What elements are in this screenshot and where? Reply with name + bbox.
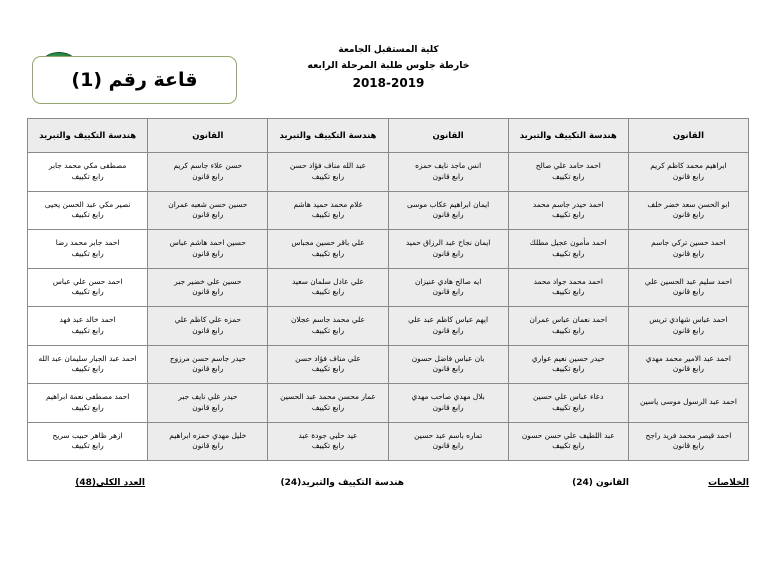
- student-cell: [148, 153, 268, 192]
- student-cell: [28, 268, 148, 307]
- student-name: ابراهيم محمد كاظم كريم: [650, 161, 727, 171]
- student-cell: [28, 384, 148, 423]
- student-stage: رابع تكييف: [71, 325, 104, 335]
- student-cell: [148, 191, 268, 230]
- student-cell: [508, 307, 628, 346]
- student-stage: رابع تكييف: [311, 248, 345, 258]
- student-cell: [628, 345, 748, 384]
- student-stage: رابع تكييف: [311, 287, 345, 297]
- student-stage: رابع تكييف: [552, 325, 585, 335]
- student-name: مصطفى مكي محمد جابر: [48, 161, 127, 171]
- student-stage: رابع تكييف: [311, 210, 345, 220]
- student-cell: [268, 268, 388, 307]
- student-name: احمد حسن علي عباس: [52, 276, 123, 286]
- student-cell: [28, 307, 148, 346]
- student-cell: [508, 191, 628, 230]
- student-name: ايمان نجاح عبد الرزاق حميد: [405, 238, 491, 248]
- student-cell: [508, 268, 628, 307]
- hall-number-label: قاعة رقم (1): [71, 68, 198, 91]
- student-cell: [28, 153, 148, 192]
- student-stage: رابع تكييف: [71, 441, 104, 451]
- student-stage: رابع قانون: [672, 364, 704, 374]
- student-stage: رابع قانون: [432, 248, 464, 258]
- student-name: ايهم عباس كاظم عبد علي: [408, 315, 489, 325]
- table-row: [28, 230, 749, 269]
- student-cell: [628, 422, 748, 461]
- student-stage: رابع تكييف: [71, 287, 104, 297]
- student-name: عيد حلبي جودة عبد: [298, 430, 358, 440]
- student-cell: [508, 422, 628, 461]
- student-stage: رابع تكييف: [552, 364, 585, 374]
- column-header-4: القانون: [148, 119, 268, 153]
- student-stage: رابع قانون: [192, 171, 224, 181]
- student-name: حمزه علي كاظم علي: [174, 315, 242, 325]
- student-cell: [508, 384, 628, 423]
- column-header-0: القانون: [628, 119, 748, 153]
- student-name: احمد قيصر محمد فريد راجح: [645, 430, 732, 440]
- student-cell: [388, 268, 508, 307]
- student-name: عبد اللطيف علي حسن حسون: [521, 430, 615, 440]
- student-name: بان عباس فاضل حسون: [411, 353, 485, 363]
- student-name: احمد محمد جواد محمد: [533, 276, 603, 286]
- student-stage: رابع تكييف: [552, 210, 585, 220]
- table-row: [28, 384, 749, 423]
- student-stage: رابع تكييف: [71, 248, 104, 258]
- column-header-1: هندسة التكييف والتبريد: [508, 119, 628, 153]
- summary-row: [27, 478, 749, 500]
- summary-law-count: القانون (24): [572, 478, 629, 488]
- document-subtitle: خارطة جلوس طلبة المرحلة الرابعه: [307, 59, 470, 71]
- table-body: [28, 153, 749, 461]
- student-name: احمد عبد الامير محمد مهدي: [645, 353, 731, 363]
- student-cell: [388, 307, 508, 346]
- student-cell: [388, 230, 508, 269]
- student-cell: [628, 191, 748, 230]
- student-name: دعاء عباس علي حسين: [533, 392, 604, 402]
- student-name: حسين علي خضير جبر: [174, 276, 242, 286]
- student-name: تماره باسم عبد حسين: [414, 430, 483, 440]
- student-name: حسن علاء جاسم كريم: [173, 161, 243, 171]
- academic-year: 2018-2019: [352, 75, 425, 90]
- student-stage: رابع تكييف: [311, 325, 345, 335]
- student-stage: رابع قانون: [432, 441, 464, 451]
- student-cell: [508, 230, 628, 269]
- student-stage: رابع تكييف: [552, 287, 585, 297]
- student-cell: [268, 307, 388, 346]
- student-cell: [388, 384, 508, 423]
- student-name: ابو الحسن سعد خضر خلف: [647, 199, 730, 209]
- student-stage: رابع قانون: [192, 402, 224, 412]
- student-stage: رابع تكييف: [71, 210, 104, 220]
- institution-name: كلية المستقبل الجامعة: [338, 45, 439, 55]
- table-row: [28, 153, 749, 192]
- student-name: بلال مهدي صاحب مهدي: [411, 392, 485, 402]
- seating-table: [27, 118, 749, 461]
- student-name: غلام محمد حميد هاشم: [293, 199, 363, 209]
- student-name: انس ماجد نايف حمزه: [415, 161, 482, 171]
- student-stage: رابع قانون: [192, 441, 224, 451]
- student-name: احمد خالد عبد فهد: [59, 315, 116, 325]
- table-row: [28, 191, 749, 230]
- student-stage: رابع تكييف: [552, 248, 585, 258]
- student-cell: [148, 230, 268, 269]
- student-cell: [268, 345, 388, 384]
- student-cell: [28, 345, 148, 384]
- student-cell: [148, 307, 268, 346]
- student-name: علي محمد جاسم عجلان: [291, 315, 365, 325]
- table-row: [28, 307, 749, 346]
- student-cell: [628, 307, 748, 346]
- student-name: ايمان ابراهيم عكاب موسى: [406, 199, 490, 209]
- student-name: احمد حسين تركي جاسم: [651, 238, 726, 248]
- student-name: علي باقر حسين مجباس: [291, 238, 365, 248]
- student-cell: [388, 153, 508, 192]
- student-name: حيدر حسين نعيم عواري: [531, 353, 605, 363]
- student-cell: [508, 153, 628, 192]
- student-name: احمد مصطفى نعمة ابراهيم: [45, 392, 130, 402]
- summary-total-count: العدد الكلي(48): [75, 478, 145, 488]
- table-row: [28, 422, 749, 461]
- student-stage: رابع قانون: [192, 248, 224, 258]
- column-header-3: هندسة التكييف والتبريد: [268, 119, 388, 153]
- student-cell: [628, 230, 748, 269]
- student-cell: [148, 384, 268, 423]
- student-stage: رابع قانون: [672, 441, 704, 451]
- student-name: علي مناف فؤاد حسن: [295, 353, 361, 363]
- table-row: [28, 345, 749, 384]
- student-cell: [148, 422, 268, 461]
- student-stage: رابع تكييف: [71, 402, 104, 412]
- column-header-5: هندسة التكييف والتبريد: [28, 119, 148, 153]
- student-stage: رابع تكييف: [552, 171, 585, 181]
- student-name: احمد عبد الرسول موسى ياسين: [639, 397, 737, 407]
- student-stage: رابع تكييف: [311, 171, 345, 181]
- student-stage: رابع قانون: [192, 325, 224, 335]
- student-cell: [268, 191, 388, 230]
- student-stage: رابع تكييف: [311, 402, 345, 412]
- student-stage: رابع تكييف: [311, 441, 345, 451]
- student-cell: [388, 191, 508, 230]
- document-header: [0, 44, 777, 122]
- table-row: [28, 268, 749, 307]
- student-stage: رابع تكييف: [311, 364, 345, 374]
- student-stage: رابع قانون: [672, 210, 704, 220]
- student-cell: [628, 268, 748, 307]
- student-name: احمد سليم عبد الحسين علي: [644, 276, 732, 286]
- student-stage: رابع قانون: [672, 287, 704, 297]
- student-cell: [628, 153, 748, 192]
- student-cell: [28, 191, 148, 230]
- student-name: احمد حامد علي صالح: [535, 161, 601, 171]
- student-cell: [268, 230, 388, 269]
- student-cell: [388, 345, 508, 384]
- student-cell: [508, 345, 628, 384]
- student-stage: رابع قانون: [192, 287, 224, 297]
- student-stage: رابع قانون: [672, 171, 704, 181]
- student-name: احمد نعمان عباس عمران: [529, 315, 608, 325]
- student-stage: رابع قانون: [432, 171, 464, 181]
- student-cell: [268, 384, 388, 423]
- student-name: احمد عباس شهادي تريس: [649, 315, 728, 325]
- student-stage: رابع قانون: [432, 210, 464, 220]
- student-name: عبد الله مناف فؤاد حسن: [289, 161, 367, 171]
- student-cell: [28, 422, 148, 461]
- table-header-row: [28, 119, 749, 153]
- student-name: حسين حسن شعبه عمران: [168, 199, 248, 209]
- hall-number-badge: [32, 56, 237, 104]
- student-name: احمد حيدر جاسم محمد: [532, 199, 604, 209]
- student-stage: رابع قانون: [432, 287, 464, 297]
- student-cell: [388, 422, 508, 461]
- column-header-2: القانون: [388, 119, 508, 153]
- student-name: نصير مكي عبد الحسن يحيى: [44, 199, 131, 209]
- student-cell: [268, 153, 388, 192]
- student-stage: رابع تكييف: [552, 402, 585, 412]
- student-stage: رابع تكييف: [71, 364, 104, 374]
- student-name: حيدر جاسم حسن مرزوج: [169, 353, 246, 363]
- student-name: عمار محسن محمد عبد الحسين: [280, 392, 376, 402]
- student-cell: [28, 230, 148, 269]
- table-head: [28, 119, 749, 153]
- student-name: احمد جابر محمد رضا: [55, 238, 120, 248]
- student-name: احمد مأمون عجيل مطلك: [529, 238, 607, 248]
- student-stage: رابع قانون: [672, 325, 704, 335]
- student-name: احمد عبد الجبار سليمان عبد الله: [38, 353, 137, 363]
- student-cell: [628, 384, 748, 423]
- student-name: ازهر ظاهر حبيب سريح: [52, 430, 123, 440]
- student-stage: رابع قانون: [432, 402, 464, 412]
- student-stage: رابع تكييف: [552, 441, 585, 451]
- student-name: حيدر علي نايف جبر: [178, 392, 238, 402]
- student-cell: [148, 268, 268, 307]
- student-stage: رابع قانون: [672, 248, 704, 258]
- student-name: خليل مهدي حمزه ابراهيم: [169, 430, 247, 440]
- student-name: علي عادل سلمان سعيد: [292, 276, 364, 286]
- student-stage: رابع قانون: [192, 210, 224, 220]
- student-stage: رابع قانون: [432, 364, 464, 374]
- summary-engineering-count: هندسة التكييف والتبريد(24): [280, 478, 404, 488]
- student-name: حسين احمد هاشم عباس: [169, 238, 246, 248]
- student-stage: رابع قانون: [432, 325, 464, 335]
- student-stage: رابع قانون: [192, 364, 224, 374]
- student-stage: رابع تكييف: [71, 171, 104, 181]
- summary-label: الخلاصات: [708, 478, 749, 488]
- student-name: ايه صالح هادي عنيزان: [414, 276, 482, 286]
- student-cell: [148, 345, 268, 384]
- student-cell: [268, 422, 388, 461]
